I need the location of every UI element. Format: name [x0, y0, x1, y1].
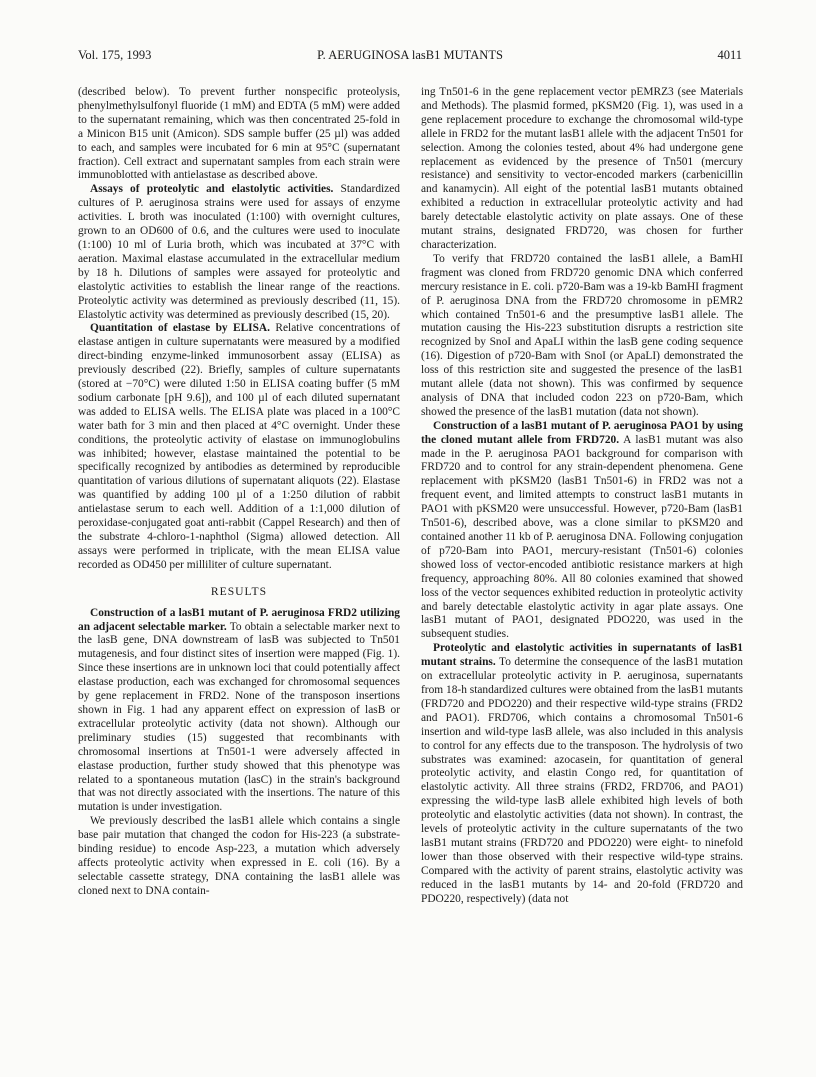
left-column [78, 86, 400, 899]
paragraph: To verify that FRD720 contained the lasB1 allele, a BamHI fragment was cloned from FRD720 genomic DNA which conferred mercury resistance in E. coli. p720-Bam was a 19-kb BamHI fragment of P. aeruginosa DNA from the FRD720 chromosome in pEMR2 which contained Tn501-6 and the presumptive lasB1 allele. The mutation causing the His-223 substitution disrupts a restriction site recognized by SnoI and ApaLI within the lasB gene coding sequence (16). Digestion of p720-Bam with SnoI (or ApaLI) demonstrated the loss of this restriction site and suggested the presence of the lasB1 mutant allele (data not shown). This was confirmed by sequence analysis of DNA that included codon 223 on p720-Bam, which showed the presence of the lasB1 mutation (data not shown). [421, 252, 744, 418]
paragraph: We previously described the lasB1 allele which contains a single base pair mutation that changed the codon for His-223 (a substrate-binding residue) to encode Asp-223, a mutation which adversely affects proteolytic activity when expressed in E. coli (16). By a selectable cassette strategy, DNA containing the lasB1 allele was cloned next to DNA contain- [78, 815, 400, 897]
paragraph [78, 322, 400, 572]
right-column [421, 86, 743, 906]
paragraph [421, 420, 743, 643]
section-title: Assays of proteolytic and elastolytic activities. [90, 183, 334, 196]
paragraph-body: Relative concentrations of elastase antigen in culture supernatants were measured by a modified direct-binding enzyme-linked immunosorbent assay (ELISA) as previously described (22). Briefly, samples of culture supernatants (stored at −70°C) were diluted 1:50 in ELISA coating buffer (5 mM sodium carbonate [pH 9.6]), and 100 µl of each diluted supernatant was added to ELISA wells. The ELISA plate was placed in a 100°C water bath for 3 min and then placed at 4°C overnight. Under these conditions, the proteolytic activity of elastase on immunoglobulins was inhibited; however, elastase maintained the potential to be specifically recognized by antibodies as determined by reproducible quantitation of various dilutions of supernatant aliquots (22). Elastase was quantified by adding 100 µl of a 1:250 dilution of rabbit antielastase serum to each well. Addition of a 1:1,000 dilution of peroxidase-conjugated goat anti-rabbit (Cappel Research) and then of the substrate 4-chloro-1-naphthol (Sigma) allowed detection. All assays were performed in triplicate, with the mean ELISA value recorded as OD450 per milliliter of culture supernatant. [78, 322, 400, 571]
paragraph-body: To obtain a selectable marker next to the lasB gene, DNA downstream of lasB was subjected to Tn501 mutagenesis, and four distinct sites of insertion were mapped (Fig. 1). Since these insertions are in unknown loci that could potentially affect elastase production, each was exchanged for chromosomal sequences by gene replacement in FRD2. None of the transposon insertions shown in Fig. 1 had any apparent effect on expression of lasB or extracellular proteolytic activity (data not shown). Although our preliminary studies (15) suggested that recombinants with chromosomal insertions at Tn501-1 were adversely affected in elastase production, further study showed that this phenotype was related to a spontaneous mutation (lasC) in the strain's background that was not directly associated with the insertions. The nature of this mutation is under investigation. [78, 620, 400, 814]
section-title: Quantitation of elastase by ELISA. [90, 322, 271, 335]
paragraph [78, 183, 400, 322]
section-title: Construction of a lasB1 mutant of P. aeruginosa PAO1 by using the cloned mutant allele from FRD720. [421, 419, 743, 446]
paragraph [421, 642, 743, 906]
paragraph: (described below). To prevent further nonspecific proteolysis, phenylmethylsulfonyl fluoride (1 mM) and EDTA (5 mM) were added to the supernatant remaining, which was then concentrated 25-fold in a Minicon B15 unit (Amicon). SDS sample buffer (25 µl) was added to each, and samples were incubated for 6 min at 95°C (supernatant fraction). Cell extract and supernatant samples from each strain were immunoblotted with antielastase as described above. [78, 86, 400, 182]
volume-label: Vol. 175, 1993 [78, 48, 152, 62]
running-header [78, 48, 742, 68]
results-heading: RESULTS [210, 584, 268, 598]
paragraph-body: To determine the consequence of the lasB1 mutation on extracellular proteolytic activity in P. aeruginosa, supernatants from 18-h standardized cultures were obtained from the lasB1 mutants (FRD720 and PDO220) and their respective wild-type strains (FRD2 and PAO1). FRD706, which contains a chromosomal Tn501-6 insertion and wild-type lasB allele, was also included in this analysis to control for any effects due to the transposon. The hydrolysis of two substrates was examined: azocasein, for quantitation of general proteolytic activity, and elastin Congo red, for quantitation of elastolytic activity. All three strains (FRD2, FRD706, and PAO1) expressing the wild-type lasB allele exhibited high levels of both proteolytic and elastolytic activities (data not shown). In contrast, the levels of proteolytic activity in the culture supernatants of the two lasB1 mutant strains (FRD720 and PDO220) were eight- to ninefold lower than those observed with their respective wild-type strains. Compared with the activity of parent strains, elastolytic activity was reduced in the lasB1 mutants by 14- and 20-fold (FRD720 and PDO220, respectively) (data not [421, 656, 743, 905]
paragraph [78, 607, 400, 816]
paragraph-body: A lasB1 mutant was also made in the P. aeruginosa PAO1 background for comparison with FRD720 and to control for any strain-dependent phenomena. Gene replacement with pKSM20 (lasB1 Tn501-6) in FRD2 was not a frequent event, and limited attempts to construct lasB1 mutants in PAO1 with pKSM20 were unsuccessful. However, p720-Bam (lasB1 Tn501-6), described above, was a clone similar to pKSM20 and contained another 11 kb of P. aeruginosa DNA. Following conjugation of p720-Bam into PAO1, mercury-resistant (Tn501-6) colonies showed loss of vector-encoded antibiotic resistance markers at high frequency, approaching 80%. All 80 colonies examined that showed loss of the vector sequences exhibited reduction in proteolytic activity and barely detectable elastolytic activity in agar plate assays. One lasB1 mutant of PAO1, designated PDO220, was used in the subsequent studies. [421, 433, 744, 641]
paragraph-body: Standardized cultures of P. aeruginosa strains were used for assays of enzyme activities. L broth was inoculated (1:100) with overnight cultures, grown to an OD600 of 0.6, and the cultures were used to inoculate (1:100) 10 ml of Luria broth, which was incubated at 37°C with aeration. Maximal elastase accumulated in the extracellular medium by 18 h. Dilutions of samples were assayed for proteolytic and elastolytic activities to establish the linear range of the reactions. Proteolytic activity was determined as previously described (11, 15). Elastolytic activity was determined as previously described (15, 20). [78, 183, 400, 321]
paragraph: ing Tn501-6 in the gene replacement vector pEMRZ3 (see Materials and Methods). The plasmid formed, pKSM20 (Fig. 1), was used in a gene replacement procedure to exchange the chromosomal wild-type allele in FRD2 for the mutant lasB1 allele with the adjacent Tn501 for selection. Among the colonies tested, about 4% had undergone gene replacement as evidenced by the presence of Tn501 (mercury resistance) and sensitivity to vector-encoded markers (carbenicillin and kanamycin). All eight of the potential lasB1 mutants obtained exhibited a reduction in extracellular proteolytic activity and had barely detectable elastolytic activity on plate assays. One of these mutant strains, designated FRD720, was chosen for further characterization. [421, 86, 743, 251]
section-title: Construction of a lasB1 mutant of P. aeruginosa FRD2 utilizing an adjacent selectable marker. [78, 606, 400, 633]
page-number: 4011 [717, 48, 742, 62]
running-title: P. AERUGINOSA lasB1 MUTANTS [317, 48, 503, 62]
section-title: Proteolytic and elastolytic activities in supernatants of lasB1 mutant strains. [421, 642, 743, 669]
